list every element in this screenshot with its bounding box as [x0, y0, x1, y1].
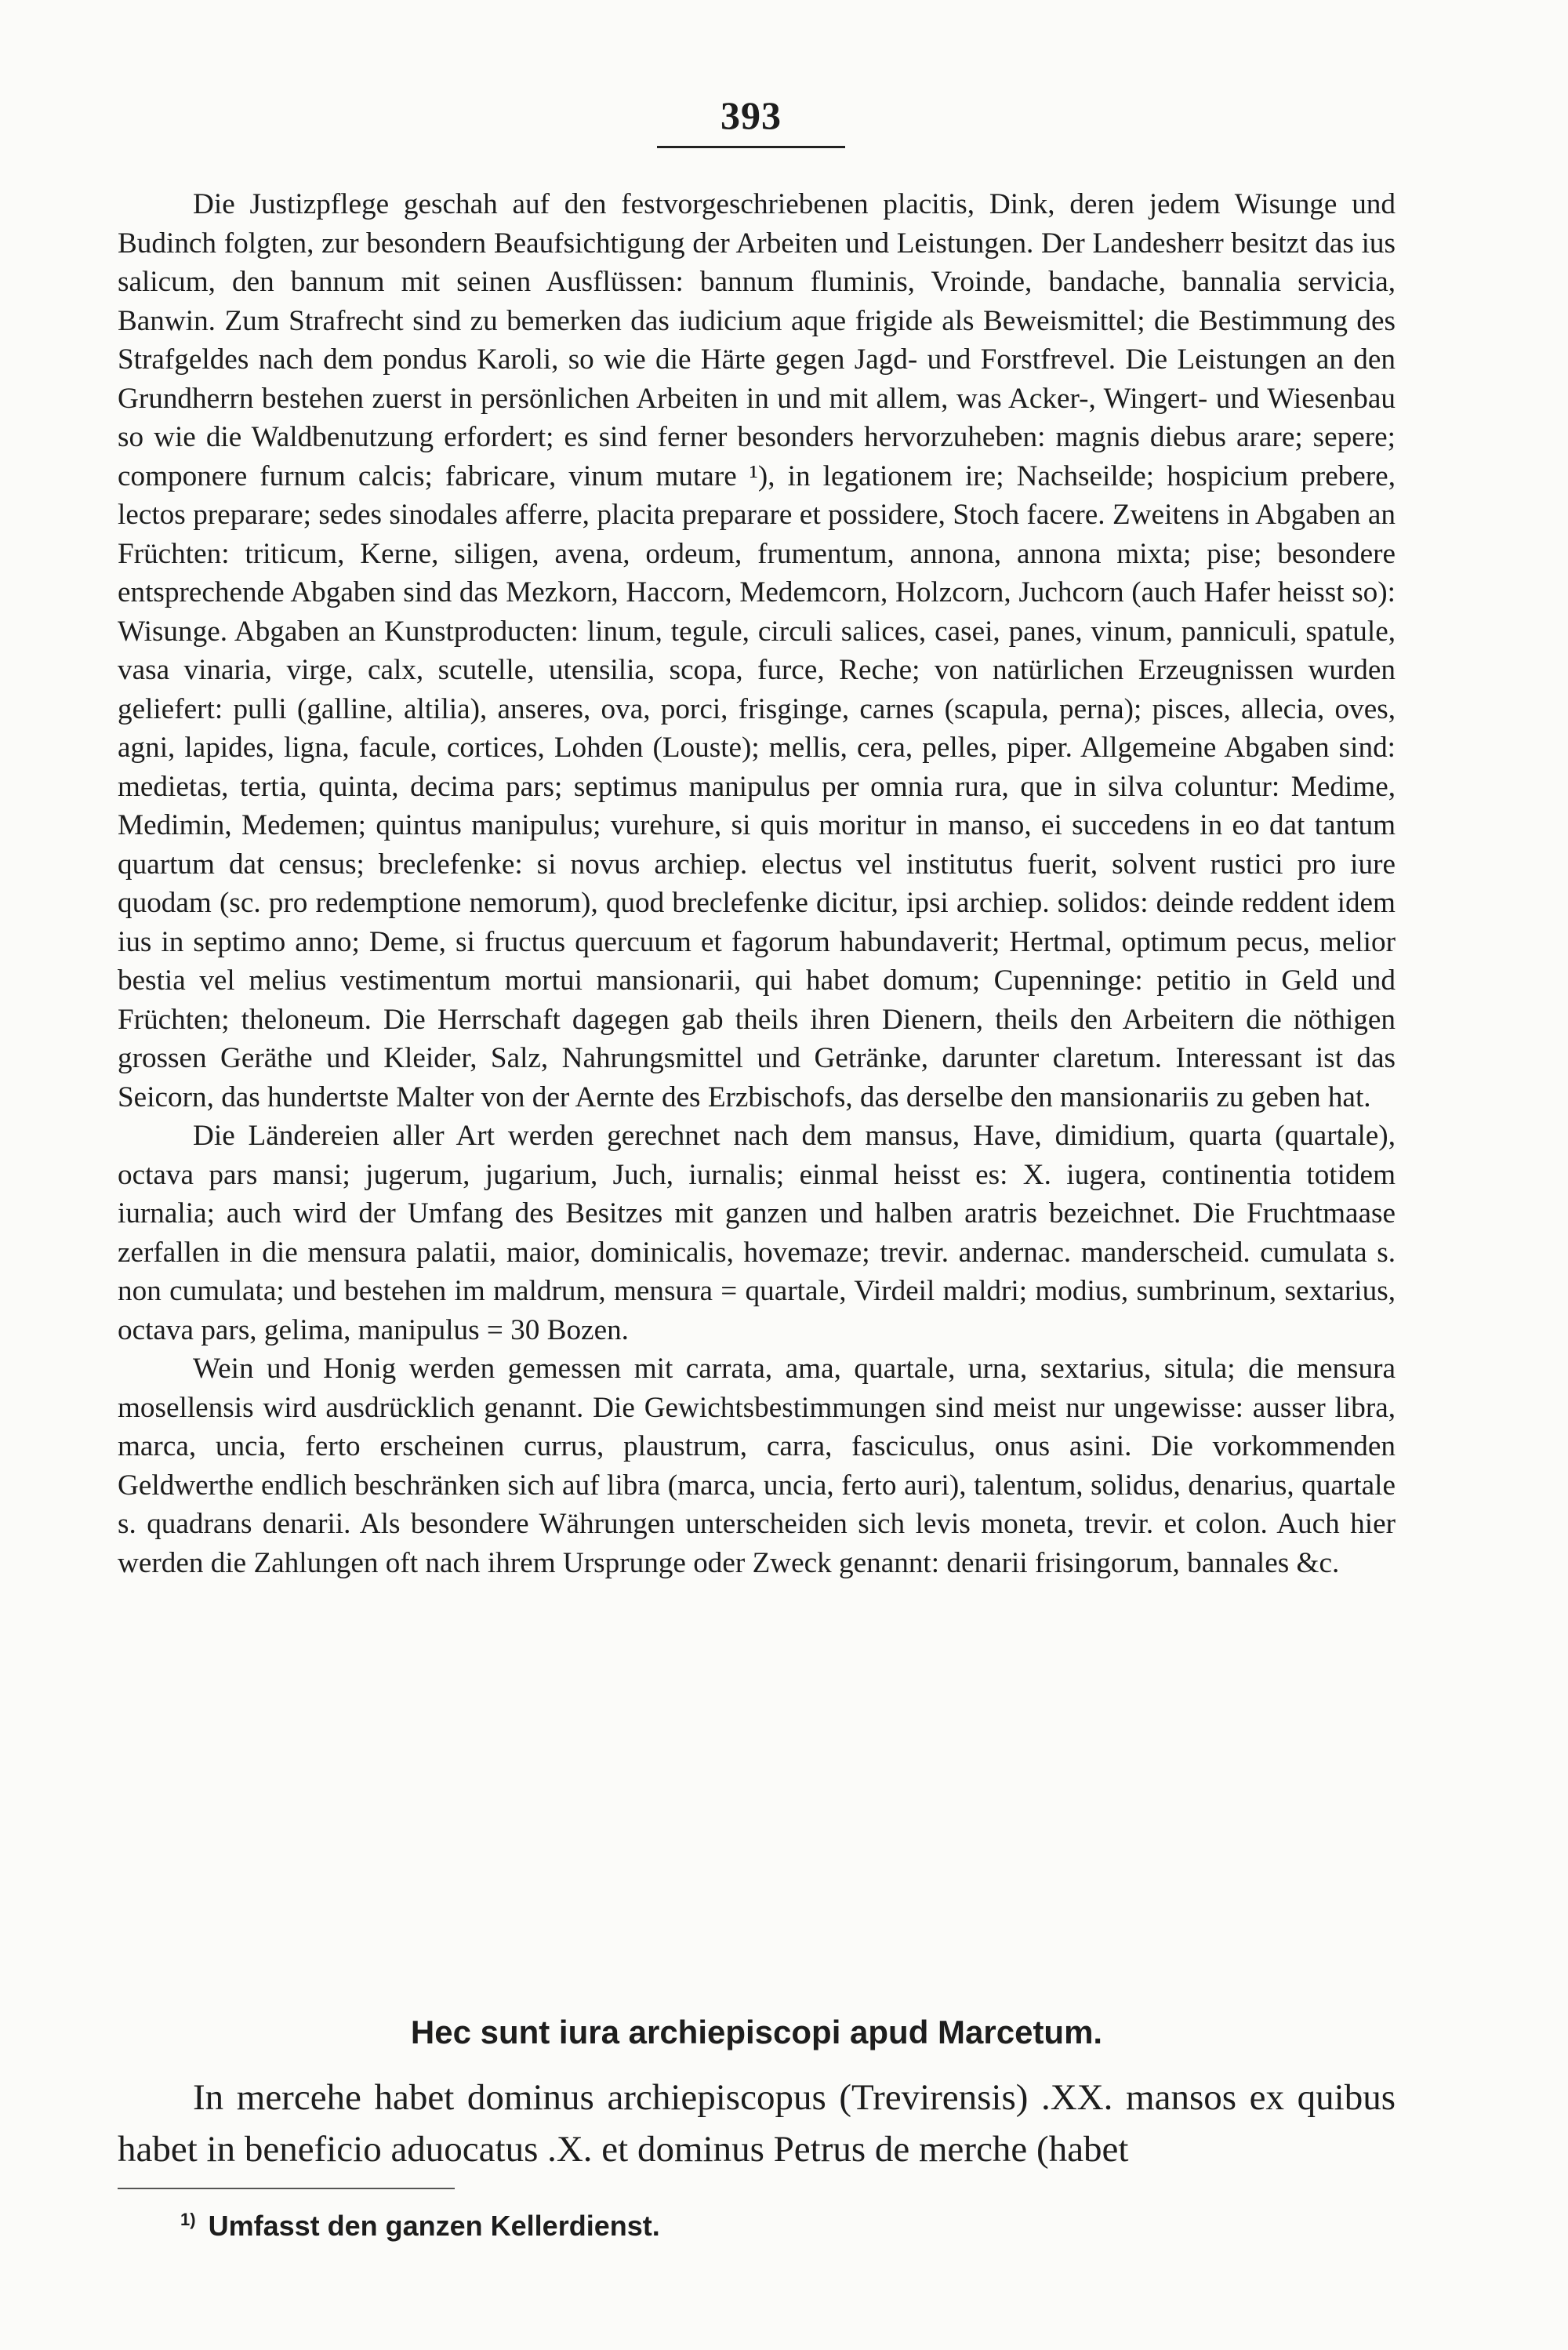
latin-text: In mercehe habet dominus archiepiscopus (Trevirensis) .XX. mansos ex quibus habet in beneficio aduocatus .X. et dominus Petrus de merche (habet — [118, 2077, 1396, 2170]
page-number: 393 — [720, 93, 782, 137]
footnote-text: Umfasst den ganzen Kellerdienst. — [208, 2210, 660, 2242]
header-rule — [657, 146, 845, 148]
footnote — [180, 2210, 1121, 2243]
footnote-rule — [118, 2188, 455, 2189]
footnote-marker: 1) — [180, 2210, 196, 2229]
body-text — [118, 185, 1396, 1582]
paragraph-3: Wein und Honig werden gemessen mit carrata, ama, quartale, urna, sextarius, situla; die mensura mosellensis wird ausdrücklich genannt. Die Gewichtsbestimmungen sind meist nur ungewisse: ausser libra, marca, uncia, ferto erscheinen currus, plaustrum, carra, fasciculus, onus asini. Die vorkommenden Geldwerthe endlich beschränken sich auf libra (marca, uncia, ferto auri), talentum, solidus, denarius, quartale s. quadrans denarii. Als besondere Währungen unterscheiden sich levis moneta, trevir. et colon. Auch hier werden die Zahlungen oft nach ihrem Ursprunge oder Zweck genannt: denarii frisingorum, bannales &c. — [118, 1353, 1396, 1579]
paragraph-1: Die Justizpflege geschah auf den festvorgeschriebenen placitis, Dink, deren jedem Wisunge und Budinch folgten, zur besondern Beaufsichtigung der Arbeiten und Leistungen. Der Landesherr besitzt das ius salicum, den bannum mit seinen Ausflüssen: bannum fluminis, Vroinde, bandache, bannalia servicia, Banwin. Zum Strafrecht sind zu bemerken das iudicium aque frigide als Beweismittel; die Bestimmung des Strafgeldes nach dem pondus Karoli, so wie die Härte gegen Jagd- und Forstfrevel. Die Leistungen an den Grundherrn bestehen zuerst in persönlichen Arbeiten in und mit allem, was Acker-, Wingert- und Wiesenbau so wie die Waldbenutzung erfordert; es sind ferner besonders hervorzuheben: magnis diebus arare; sepere; componere furnum calcis; fabricare, vinum mutare ¹), in legationem ire; Nachseilde; hospicium prebere, lectos preparare; sedes sinodales afferre, placita preparare et possidere, Stoch facere. Zweitens in Abgaben an Früchten: triticum, Kerne, siligen, avena, ordeum, frumentum, annona, annona mixta; pise; besondere entsprechende Abgaben sind das Mezkorn, Haccorn, Medemcorn, Holzcorn, Juchcorn (auch Hafer heisst so): Wisunge. Abgaben an Kunstproducten: linum, tegule, circuli salices, casei, panes, vinum, panniculi, spatule, vasa vinaria, virge, calx, scutelle, utensilia, scopa, furce, Reche; von natürlichen Erzeugnissen wurden geliefert: pulli (galline, altilia), anseres, ova, porci, frisginge, carnes (scapula, perna); pisces, allecia, oves, agni, lapides, ligna, facule, cortices, Lohden (Louste); mellis, cera, pelles, piper. Allgemeine Abgaben sind: medietas, tertia, quinta, decima pars; septimus manipulus per omnia rura, que in silva coluntur: Medime, Medimin, Medemen; quintus manipulus; vurehure, si quis moritur in manso, ei succedens in eo dat tantum quartum dat census; breclefenke: si novus archiep. electus vel institutus fuerit, solvent rustici pro iure quodam (sc. pro redemptione nemorum), quod breclefenke dicitur, ipsi archiep. solidos: deinde reddent idem ius in septimo anno; Deme, si fructus quercuum et fagorum habundaverit; Hertmal, optimum pecus, melior bestia vel melius vestimentum mortui mansionarii, qui habet domum; Cupenninge: petitio in Geld und Früchten; theloneum. Die Herrschaft dagegen gab theils ihren Dienern, theils den Arbeitern die nöthigen grossen Geräthe und Kleider, Salz, Nahrungsmittel und Getränke, darunter claretum. Interessant ist das Seicorn, das hundertste Malter von der Aernte des Erzbischofs, das derselbe den mansionariis zu geben hat. — [118, 188, 1396, 1113]
paragraph-2: Die Ländereien aller Art werden gerechnet nach dem mansus, Have, dimidium, quarta (quartale), octava pars mansi; jugerum, jugarium, Juch, iurnalis; einmal heisst es: X. iugera, continentia totidem iurnalia; auch wird der Umfang des Besitzes mit ganzen und halben aratris bezeichnet. Die Fruchtmaase zerfallen in die mensura palatii, maior, dominicalis, hovemaze; trevir. andernac. manderscheid. cumulata s. non cumulata; und bestehen im maldrum, mensura = quartale, Virdeil maldri; modius, sumbrinum, sextarius, octava pars, gelima, manipulus = 30 Bozen. — [118, 1120, 1396, 1346]
section-heading: Hec sunt iura archiepiscopi apud Marcetum. — [410, 2014, 1103, 2050]
